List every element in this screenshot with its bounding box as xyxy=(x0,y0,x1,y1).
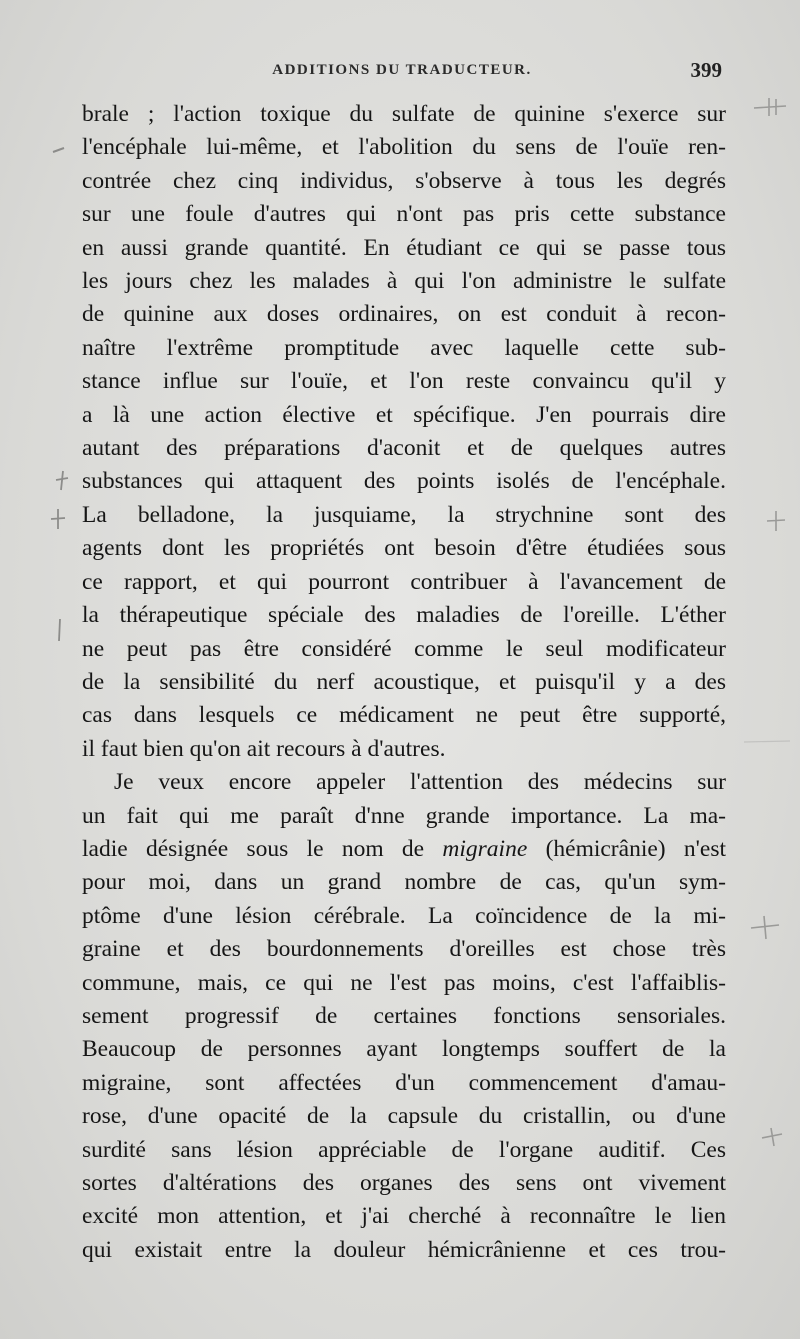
text-line: brale ; l'action toxique du sulfate de quinine s'exerce sur xyxy=(82,101,726,127)
text-line: surdité sans lésion appréciable de l'organe auditif. Ces xyxy=(82,1136,726,1163)
paragraph-2 xyxy=(82,766,726,1267)
text-line: naître l'extrême promptitude avec laquelle cette sub- xyxy=(82,334,726,361)
text-line: ptôme d'une lésion cérébrale. La coïncidence de la mi- xyxy=(82,902,726,929)
text-line: l'encéphale lui-même, et l'abolition du sens de l'ouïe ren- xyxy=(82,134,726,161)
text-segment: ladie désignée sous le nom de xyxy=(82,835,443,862)
text-line xyxy=(82,833,726,866)
text-line: ce rapport, et qui pourront contribuer à l'avancement de xyxy=(82,568,726,595)
margin-mark xyxy=(50,140,70,160)
text-line: agents dont les propriétés ont besoin d'être étudiées sous xyxy=(82,535,726,562)
text-line: stance influe sur l'ouïe, et l'on reste convaincu qu'il y xyxy=(82,368,726,395)
margin-mark xyxy=(742,732,792,752)
text-line: excité mon attention, et j'ai cherché à reconnaître le lien xyxy=(82,1203,726,1230)
text-line: un fait qui me paraît d'nne grande importance. La ma- xyxy=(82,802,726,829)
text-line: qui existait entre la douleur hémicrânienne et ces trou- xyxy=(82,1236,726,1263)
text-line: il faut bien qu'on ait recours à d'autres. xyxy=(82,735,446,762)
text-line: La belladone, la jusquiame, la strychnine sont des xyxy=(82,501,726,528)
text-line: de la sensibilité du nerf acoustique, et puisqu'il y a des xyxy=(82,668,726,695)
text-line: les jours chez les malades à qui l'on administre le sulfate xyxy=(82,268,726,295)
page-header xyxy=(82,58,722,86)
text-line: substances qui attaquent des points isolés de l'encéphale. xyxy=(82,468,726,495)
text-line: en aussi grande quantité. En étudiant ce qui se passe tous xyxy=(82,234,726,261)
text-line: rose, d'une opacité de la capsule du cristallin, ou d'une xyxy=(82,1103,726,1130)
text-line: migraine, sont affectées d'un commencement d'amau- xyxy=(82,1069,726,1096)
text-line: de quinine aux doses ordinaires, on est conduit à recon- xyxy=(82,301,726,328)
text-line: sur une foule d'autres qui n'ont pas pris cette substance xyxy=(82,201,726,228)
body-text xyxy=(82,98,726,1267)
text-line: sortes d'altérations des organes des sens ont vivement xyxy=(82,1170,726,1196)
paragraph-1 xyxy=(82,98,726,766)
margin-mark xyxy=(52,468,72,494)
text-line: Beaucoup de personnes ayant longtemps souffert de la xyxy=(82,1036,726,1063)
italic-term: migraine xyxy=(442,835,528,862)
text-line: cas dans lesquels ce médicament ne peut être supporté, xyxy=(82,702,726,729)
margin-mark xyxy=(48,506,68,532)
margin-mark xyxy=(752,96,788,118)
text-line: la thérapeutique spéciale des maladies de l'oreille. L'éther xyxy=(82,602,726,629)
text-line: graine et des bourdonnements d'oreilles est chose très xyxy=(82,936,726,963)
text-line: contrée chez cinq individus, s'observe à tous les degrés xyxy=(82,167,726,194)
text-line: a là une action élective et spécifique. J'en pourrais dire xyxy=(82,401,726,428)
margin-mark xyxy=(764,508,788,534)
margin-mark xyxy=(52,616,68,644)
running-head: ADDITIONS DU TRADUCTEUR. xyxy=(272,62,532,78)
margin-mark xyxy=(758,1124,786,1150)
text-line: Je veux encore appeler l'attention des médecins sur xyxy=(114,769,726,796)
text-line: autant des préparations d'aconit et de quelques autres xyxy=(82,435,726,462)
text-line: ne peut pas être considéré comme le seul modificateur xyxy=(82,635,726,662)
margin-mark xyxy=(748,912,782,942)
page-number: 399 xyxy=(690,58,722,82)
text-line: sement progressif de certaines fonctions sensoriales. xyxy=(82,1002,726,1029)
text-line: commune, mais, ce qui ne l'est pas moins, c'est l'affaiblis- xyxy=(82,969,726,996)
text-line: pour moi, dans un grand nombre de cas, qu'un sym- xyxy=(82,869,726,896)
text-segment: (hémicrânie) n'est xyxy=(527,835,726,862)
